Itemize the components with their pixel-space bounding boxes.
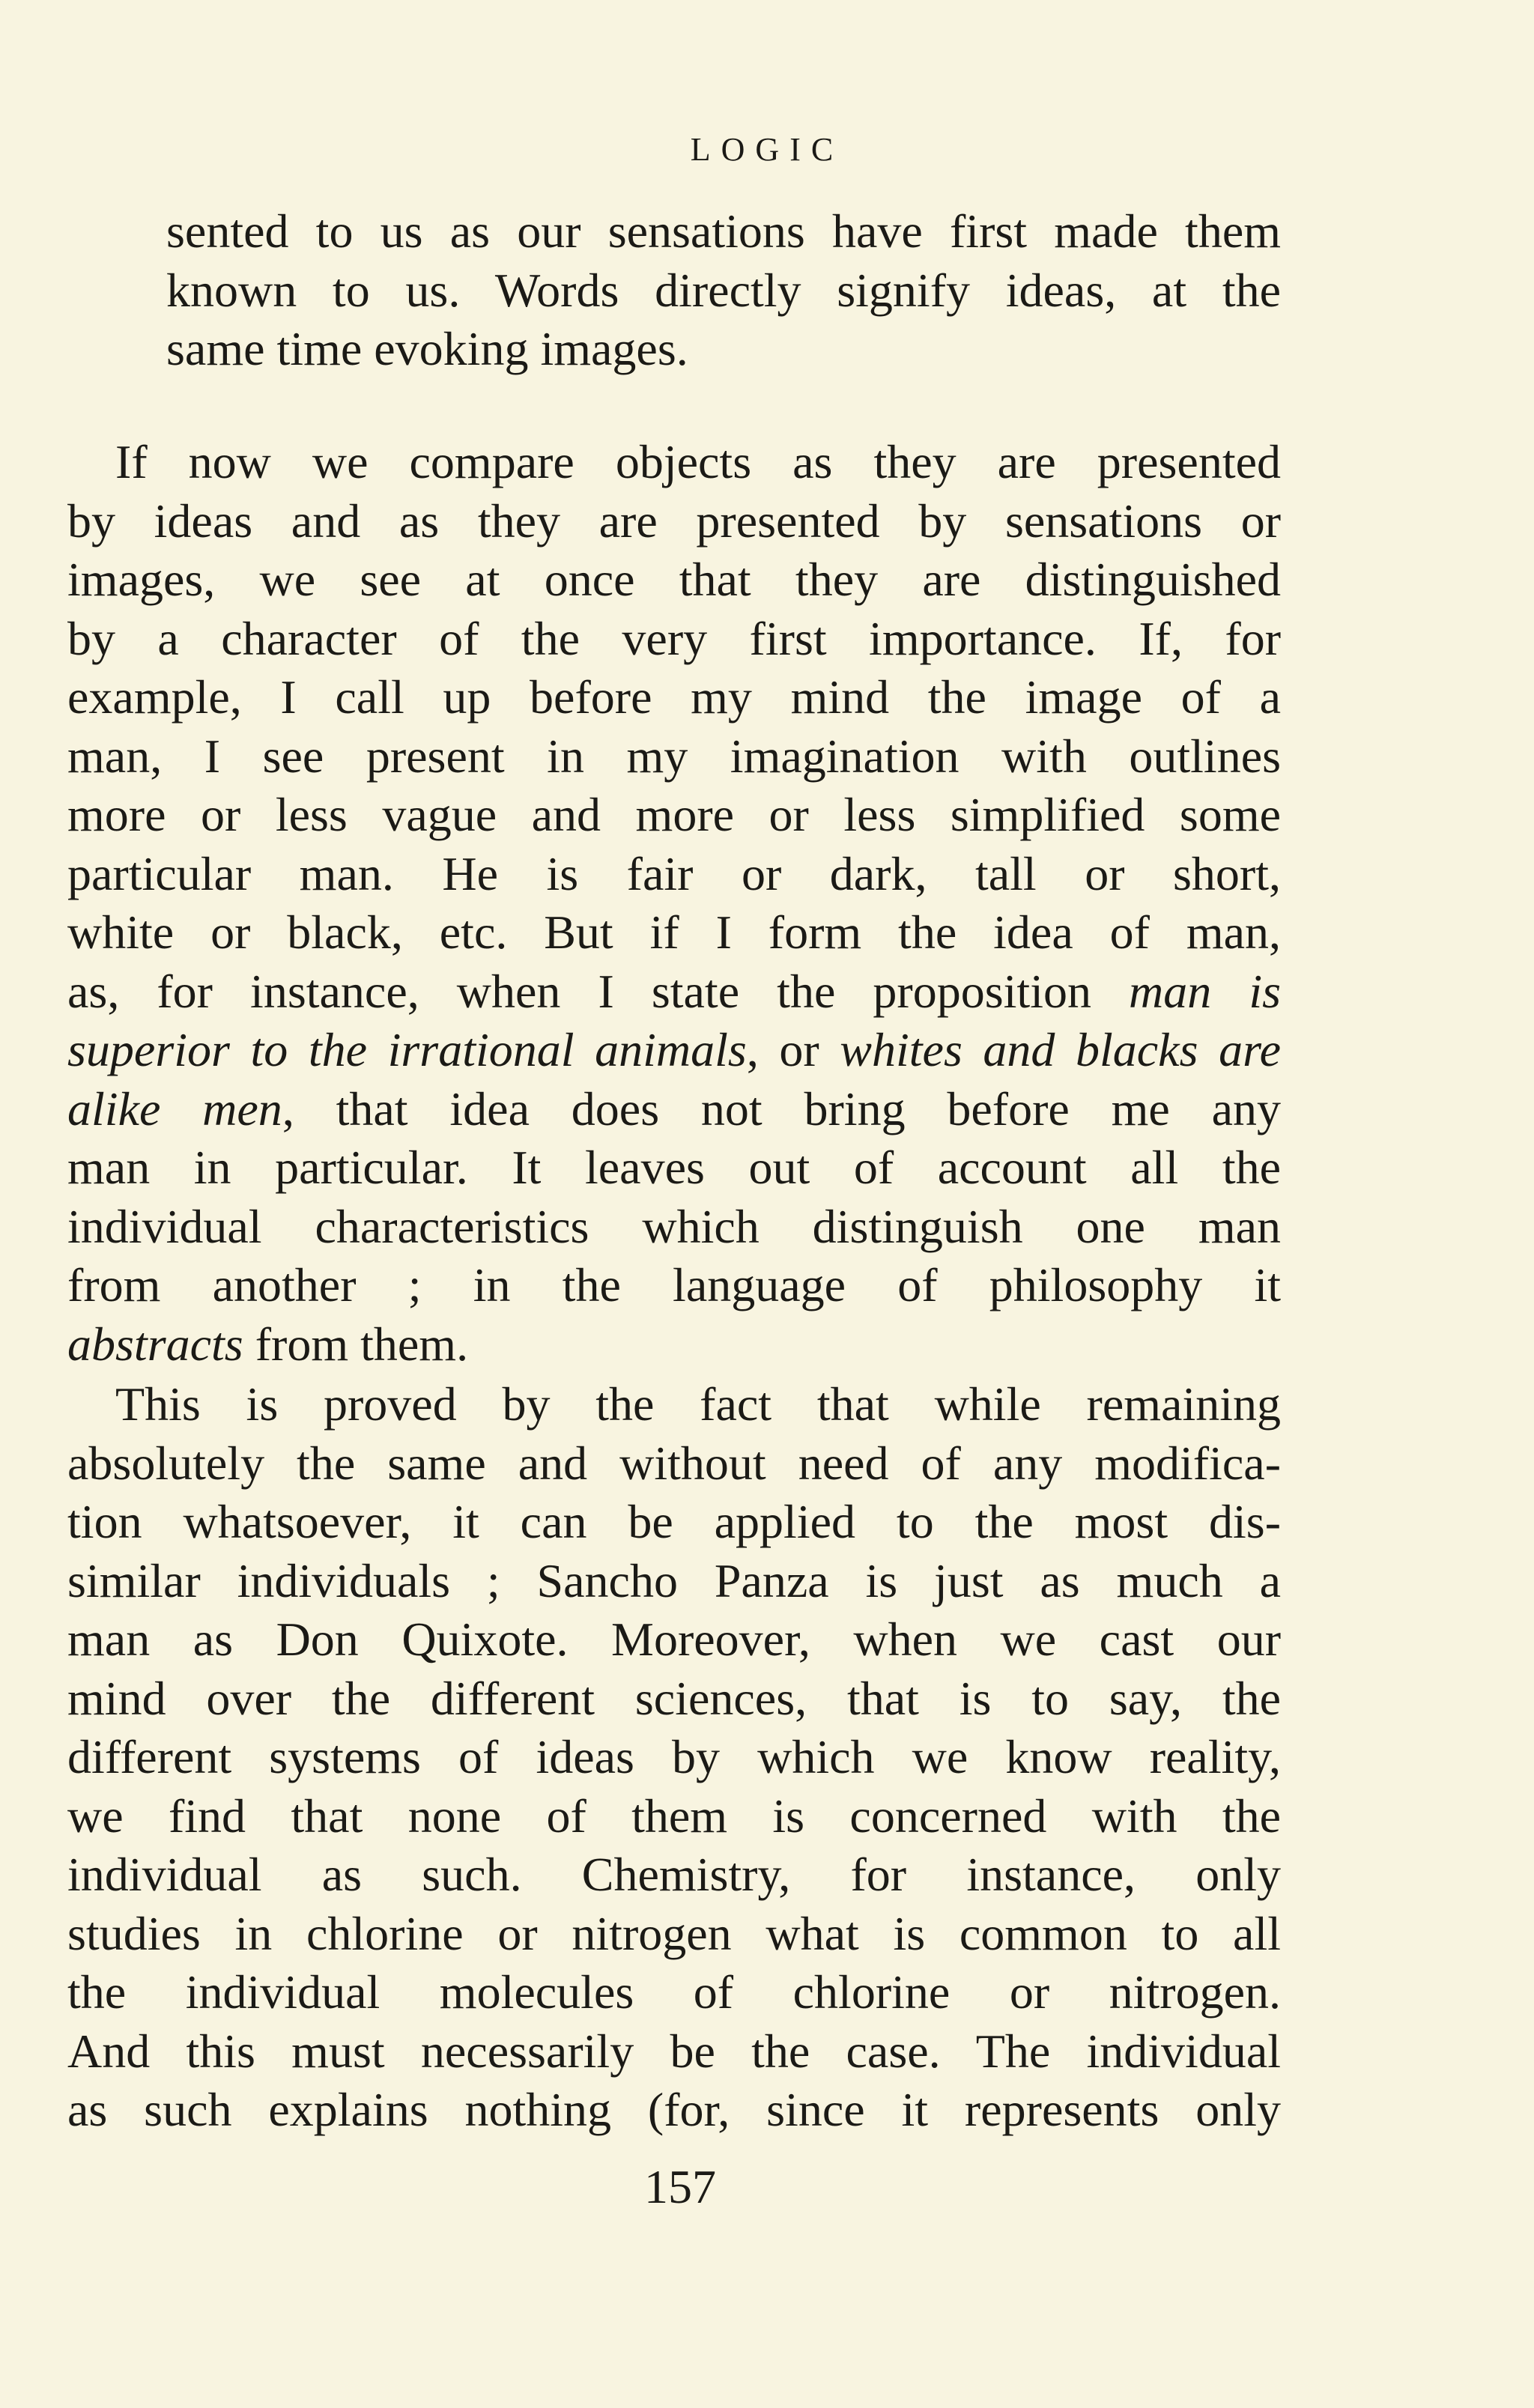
running-head: LOGIC: [690, 131, 844, 168]
text-run: , or: [746, 1023, 819, 1076]
page-number: 157: [644, 2160, 716, 2213]
paragraph-ideas-vs-images: [67, 433, 1281, 1374]
italic-text: man is: [1129, 964, 1282, 1018]
text-line: particular man. He is fair or dark, tall or short,: [67, 846, 1281, 900]
text-line: different systems of ideas by which we know reality,: [67, 1730, 1281, 1783]
text-line: as such explains nothing (for, since it represents only: [67, 2083, 1281, 2136]
text-line: similar individuals ; Sancho Panza is just as much a: [67, 1553, 1281, 1607]
text-line: studies in chlorine or nitrogen what is common to all: [67, 1906, 1281, 1960]
italic-text: superior to the irrational animals: [67, 1023, 747, 1076]
text-line: This is proved by the fact that while remaining: [115, 1377, 1281, 1431]
text-line: more or less vague and more or less simplified some: [67, 788, 1281, 841]
text-line: the individual molecules of chlorine or nitrogen.: [67, 1965, 1281, 2019]
text-line: sented to us as our sensations have first made them: [166, 204, 1281, 258]
text-line: example, I call up before my mind the image of a: [67, 670, 1281, 724]
text-line: from another ; in the language of philosophy it: [67, 1258, 1281, 1311]
text-line: man as Don Quixote. Moreover, when we cast our: [67, 1613, 1281, 1666]
text-line: And this must necessarily be the case. The individual: [67, 2024, 1281, 2078]
text-line: [67, 1315, 1281, 1374]
text-line: If now we compare objects as they are presented: [115, 435, 1281, 488]
text-line: man in particular. It leaves out of account all the: [67, 1141, 1281, 1194]
text-line: by a character of the very first importance. If, for: [67, 611, 1281, 665]
text-line: known to us. Words directly signify ideas, at the: [166, 263, 1281, 317]
text-line: mind over the different sciences, that is to say, the: [67, 1671, 1281, 1725]
text-line: man, I see present in my imagination with outlines: [67, 729, 1281, 783]
text-line: tion whatsoever, it can be applied to the most dis-: [67, 1495, 1281, 1548]
text-line: images, we see at once that they are distinguished: [67, 553, 1281, 606]
italic-text: alike men: [67, 1082, 282, 1135]
text-line: [67, 1080, 1281, 1139]
italic-text: whites and blacks are: [840, 1023, 1282, 1076]
text-line: by ideas and as they are presented by sensations or: [67, 494, 1281, 548]
text-line: [67, 1021, 1281, 1080]
text-run: , that idea does not bring before me any: [282, 1082, 1282, 1135]
text-line: [67, 962, 1281, 1022]
text-run: as, for instance, when I state the proposition: [67, 964, 1091, 1018]
text-line: white or black, etc. But if I form the idea of man,: [67, 906, 1281, 959]
text-line: we find that none of them is concerned with the: [67, 1789, 1281, 1843]
text-line: same time evoking images.: [166, 322, 688, 375]
paragraph-abstraction-proof: [67, 1375, 1281, 2140]
paragraph-continued: [166, 202, 1281, 379]
text-run: from them.: [255, 1317, 469, 1371]
text-line: absolutely the same and without need of any modifica-: [67, 1436, 1281, 1490]
text-line: individual characteristics which distinguish one man: [67, 1199, 1281, 1253]
italic-text: abstracts: [67, 1317, 243, 1371]
text-line: individual as such. Chemistry, for instance, only: [67, 1848, 1281, 1901]
